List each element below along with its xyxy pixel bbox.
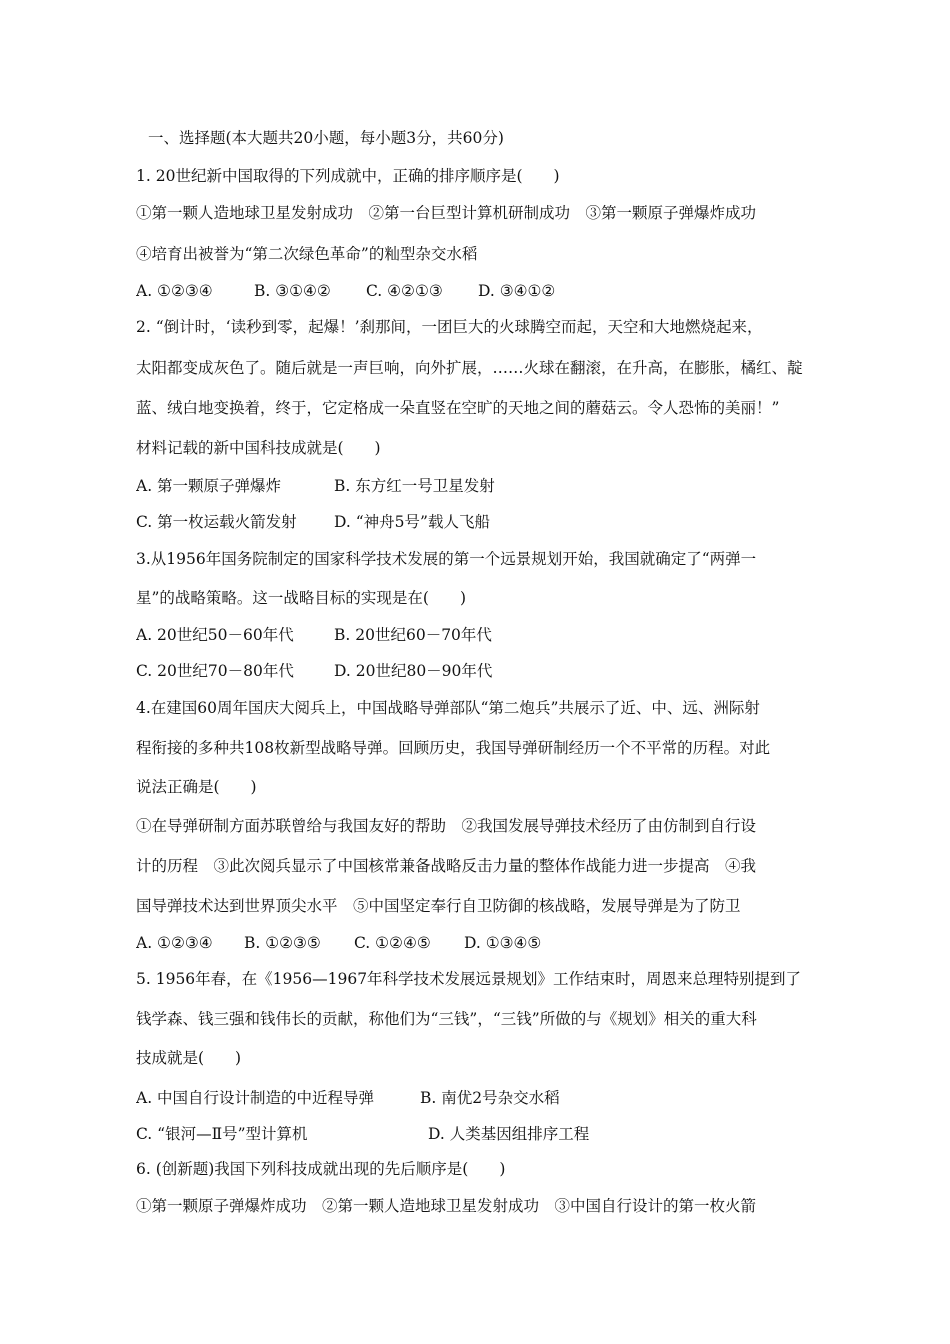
option-b[interactable]: B. 东方红一号卫星发射 [334,477,495,495]
question-4-items-line-2: 计的历程 ③此次阅兵显示了中国核常兼备战略反击力量的整体作战能力进一步提高 ④我 [136,857,757,875]
question-4-options [136,933,826,953]
option-a[interactable]: A. 第一颗原子弹爆炸 [136,477,282,495]
question-3-options-row-1 [136,625,826,645]
question-5-stem-line-1: 5. 1956年春，在《1956—1967年科学技术发展远景规划》工作结束时，周恩来总理特别提到了 [136,970,802,988]
option-c[interactable]: C. ④②①③ [366,282,443,300]
question-3-stem-line-2: 星”的战略策略。这一战略目标的实现是在( ) [136,589,467,607]
question-6-items-line-1: ①第一颗原子弹爆炸成功 ②第一颗人造地球卫星发射成功 ③中国自行设计的第一枚火箭 [136,1197,757,1215]
option-d[interactable]: D. ③④①② [478,282,556,300]
question-5-stem-line-2: 钱学森、钱三强和钱伟长的贡献，称他们为“三钱”，“三钱”所做的与《规划》相关的重大科 [136,1010,757,1028]
option-b[interactable]: B. ③①④② [254,282,331,300]
option-b[interactable]: B. ①②③⑤ [244,934,321,952]
question-2-stem-line-2: 太阳都变成灰色了。随后就是一声巨响，向外扩展，……火球在翻滚，在升高，在膨胀，橘红、靛 [136,359,803,377]
question-5-options-row-2 [136,1124,826,1144]
question-6-stem: 6. (创新题)我国下列科技成就出现的先后顺序是( ) [136,1160,506,1178]
option-d[interactable]: D. 20世纪80－90年代 [334,662,493,680]
section-title: 一、选择题(本大题共20小题，每小题3分，共60分) [148,129,504,147]
question-1-options [136,281,826,301]
option-a[interactable]: A. 中国自行设计制造的中近程导弹 [136,1089,375,1107]
question-2-options-row-1 [136,476,826,496]
question-4-items-line-1: ①在导弹研制方面苏联曾给与我国友好的帮助 ②我国发展导弹技术经历了由仿制到自行设 [136,817,757,835]
option-d[interactable]: D. “神舟5号”载人飞船 [334,513,490,531]
question-4-items-line-3: 国导弹技术达到世界顶尖水平 ⑤中国坚定奉行自卫防御的核战略，发展导弹是为了防卫 [136,897,741,915]
question-2-stem-line-3: 蓝、绒白地变换着，终于，它定格成一朵直竖在空旷的天地之间的蘑菇云。令人恐怖的美丽！” [136,399,780,417]
question-4-stem-line-3: 说法正确是( ) [136,778,257,796]
question-2-options-row-2 [136,512,826,532]
question-2-stem-line-4: 材料记载的新中国科技成就是( ) [136,439,381,457]
option-d[interactable]: D. 人类基因组排序工程 [428,1125,590,1143]
question-3-options-row-2 [136,661,826,681]
option-b[interactable]: B. 南优2号杂交水稻 [420,1089,560,1107]
question-4-stem-line-1: 4.在建国60周年国庆大阅兵上，中国战略导弹部队“第二炮兵”共展示了近、中、远、洲际射 [136,699,760,717]
option-a[interactable]: A. 20世纪50－60年代 [136,626,294,644]
question-3-stem-line-1: 3.从1956年国务院制定的国家科学技术发展的第一个远景规划开始，我国就确定了“两弹一 [136,550,757,568]
option-a[interactable]: A. ①②③④ [136,282,213,300]
question-5-stem-line-3: 技成就是( ) [136,1049,242,1067]
option-c[interactable]: C. 20世纪70－80年代 [136,662,294,680]
question-2-stem-line-1: 2. “倒计时，‘读秒到零，起爆！’刹那间，一团巨大的火球腾空而起，天空和大地燃烧起来， [136,318,763,336]
option-c[interactable]: C. ①②④⑤ [354,934,431,952]
question-4-stem-line-2: 程衔接的多种共108枚新型战略导弹。回顾历史，我国导弹研制经历一个不平常的历程。对此 [136,739,771,757]
option-a[interactable]: A. ①②③④ [136,934,213,952]
question-1-items-line-2: ④培育出被誉为“第二次绿色革命”的籼型杂交水稻 [136,245,478,263]
option-c[interactable]: C. “银河—Ⅱ号”型计算机 [136,1125,308,1143]
option-b[interactable]: B. 20世纪60－70年代 [334,626,492,644]
question-1-stem: 1. 20世纪新中国取得的下列成就中，正确的排序顺序是( ) [136,167,560,185]
option-d[interactable]: D. ①③④⑤ [464,934,542,952]
question-5-options-row-1 [136,1088,826,1108]
option-c[interactable]: C. 第一枚运载火箭发射 [136,513,297,531]
question-1-items-line-1: ①第一颗人造地球卫星发射成功 ②第一台巨型计算机研制成功 ③第一颗原子弹爆炸成功 [136,204,757,222]
